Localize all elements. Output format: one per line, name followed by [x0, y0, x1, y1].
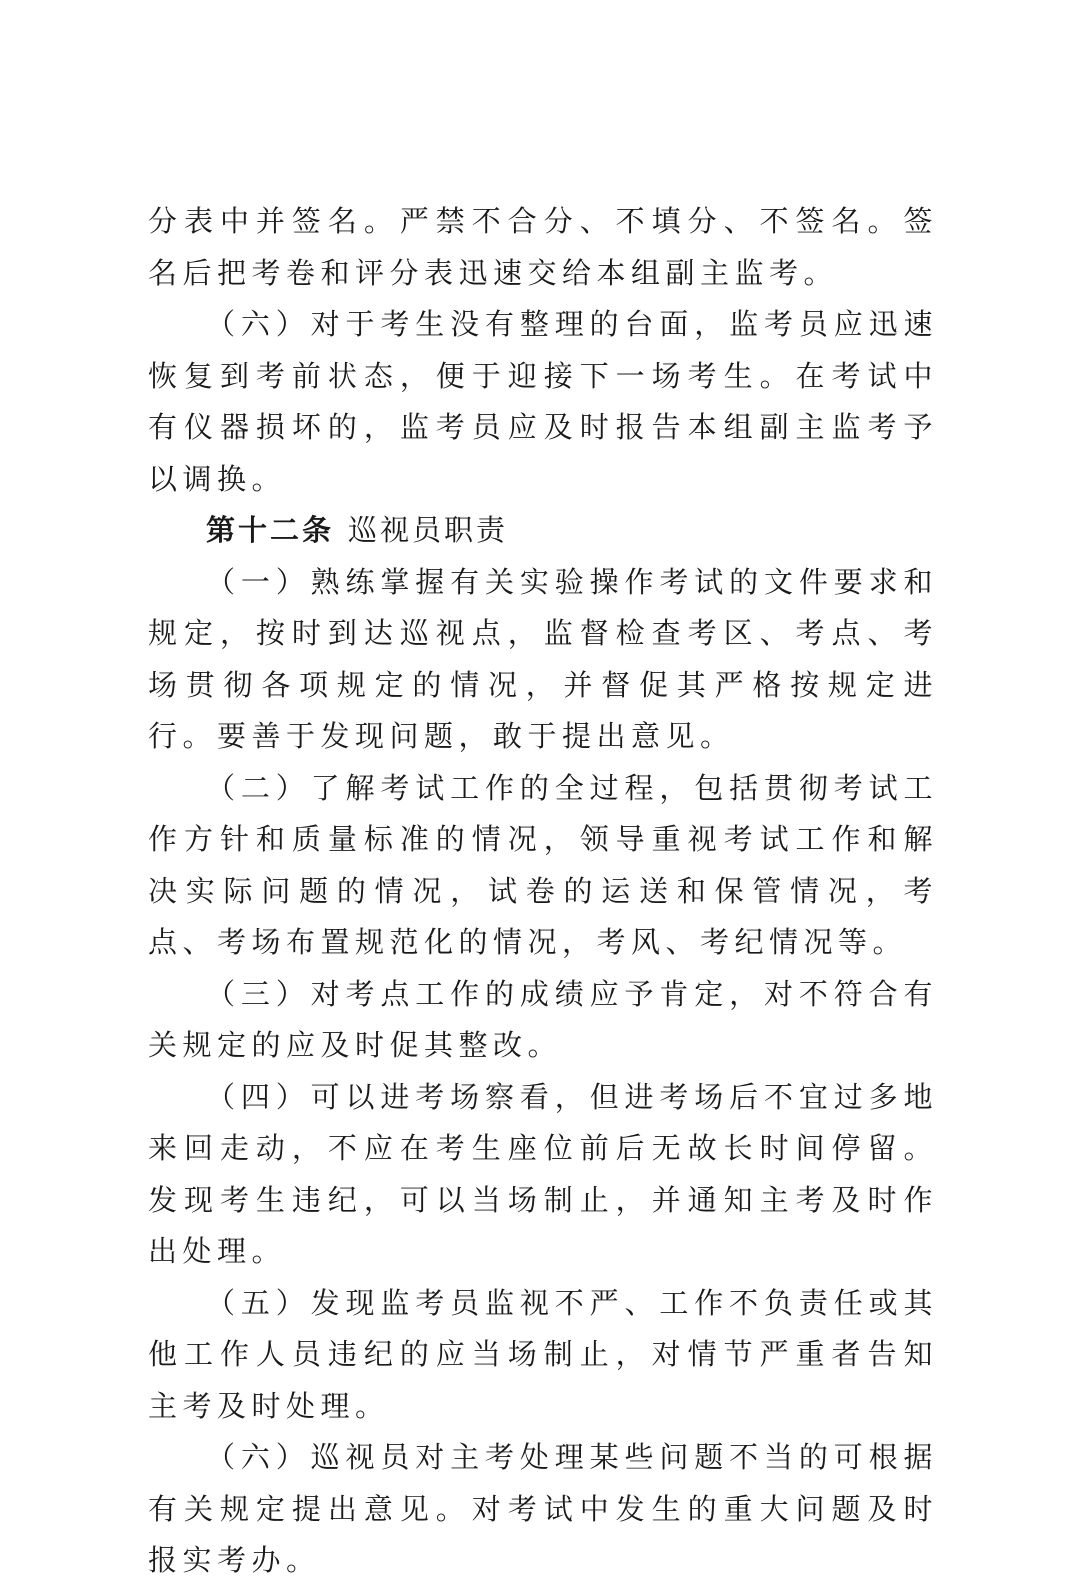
paragraph-continuation: 分表中并签名。严禁不合分、不填分、不签名。签名后把考卷和评分表迅速交给本组副主监考。	[148, 204, 938, 290]
duty-item: （一）熟练掌握有关实验操作考试的文件要求和规定，按时到达巡视点，监督检查考区、考点、考场贯彻各项规定的情况，并督促其严格按规定进行。要善于发现问题，敢于提出意见。	[148, 564, 938, 753]
duty-item: （六）巡视员对主考处理某些问题不当的可根据有关规定提出意见。对考试中发生的重大问题及时报实考办。	[148, 1440, 938, 1577]
duty-item: （四）可以进考场察看，但进考场后不宜过多地来回走动，不应在考生座位前后无故长时间停留。发现考生违纪，可以当场制止，并通知主考及时作出处理。	[148, 1079, 938, 1268]
article-heading	[148, 505, 938, 557]
paragraph-item-six: （六）对于考生没有整理的台面，监考员应迅速恢复到考前状态，便于迎接下一场考生。在考试中有仪器损坏的，监考员应及时报告本组副主监考予以调换。	[148, 307, 938, 496]
duty-item: （二）了解考试工作的全过程，包括贯彻考试工作方针和质量标准的情况，领导重视考试工作和解决实际问题的情况，试卷的运送和保管情况，考点、考场布置规范化的情况，考风、考纪情况等。	[148, 770, 938, 959]
duty-item: （三）对考点工作的成绩应予肯定，对不符合有关规定的应及时促其整改。	[148, 976, 938, 1062]
article-title: 第十二条	[206, 513, 335, 547]
duty-item: （五）发现监考员监视不严、工作不负责任或其他工作人员违纪的应当场制止，对情节严重者告知主考及时处理。	[148, 1285, 938, 1423]
article-subtitle: 巡视员职责	[348, 513, 509, 547]
document-page	[148, 196, 938, 1587]
